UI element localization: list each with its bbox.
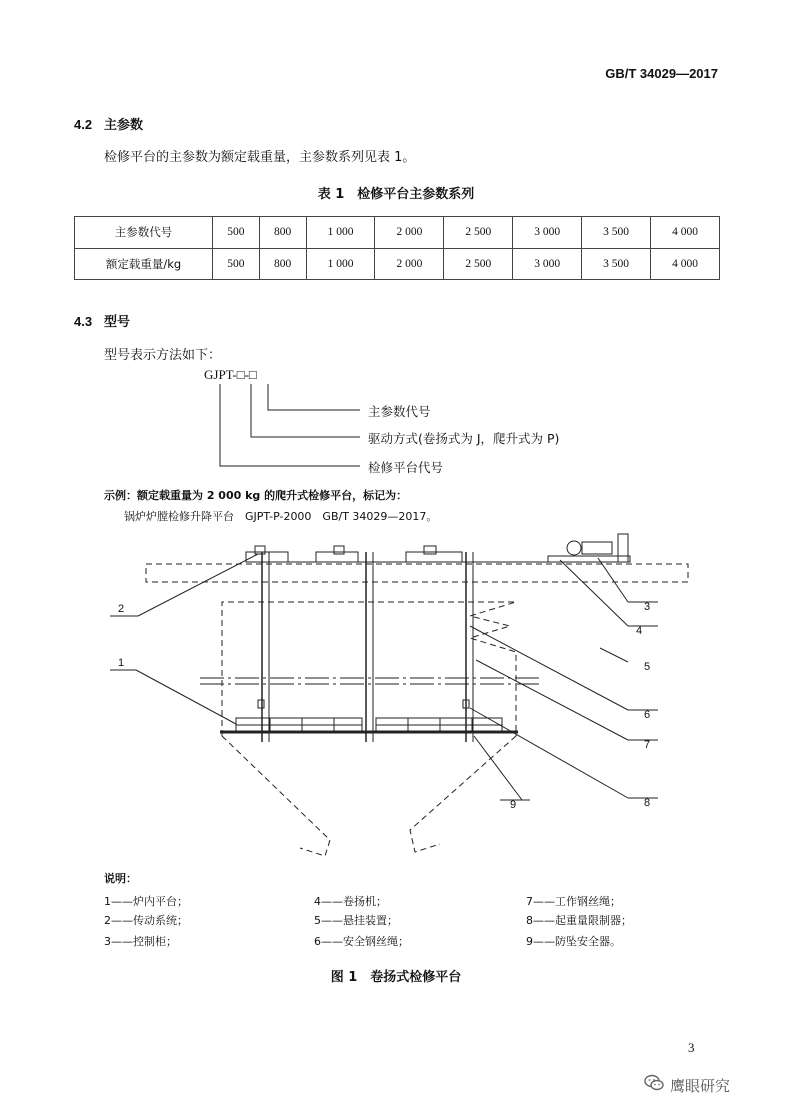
section-4-3-title: 型号 — [104, 315, 131, 330]
table-cell: 2 000 — [375, 217, 444, 249]
callout-3: 3 — [644, 601, 651, 613]
callout-2: 2 — [118, 603, 125, 615]
example-line-1: 示例：额定载重量为 2 000 kg 的爬升式检修平台，标记为： — [104, 489, 408, 502]
wechat-icon — [644, 1074, 664, 1096]
table-cell: 2 000 — [375, 248, 444, 280]
roof-beam — [146, 564, 688, 582]
table-cell: 500 — [213, 217, 260, 249]
table-cell: 3 000 — [513, 217, 582, 249]
table-cell: 3 500 — [582, 248, 651, 280]
watermark — [644, 1074, 730, 1096]
winch-unit — [255, 546, 265, 554]
section-4-2-number: 4.2 — [74, 117, 93, 132]
callout-7: 7 — [644, 739, 651, 751]
callout-1: 1 — [118, 657, 125, 669]
legend-item: 2——传动系统； — [104, 914, 188, 927]
callout-4: 4 — [636, 625, 643, 637]
table-row-header: 额定载重量/kg — [75, 248, 213, 280]
section-4-2-text: 检修平台的主参数为额定载重量，主参数系列见表 1。 — [104, 150, 416, 165]
legend-item: 1——炉内平台； — [104, 895, 188, 908]
table-cell: 1 000 — [306, 248, 375, 280]
page-number: 3 — [688, 1040, 695, 1055]
winch-unit — [424, 546, 436, 554]
callout-5: 5 — [644, 661, 651, 673]
figure-1-caption: 图 1 卷扬式检修平台 — [330, 970, 462, 985]
figure-1-drawing — [0, 530, 792, 870]
legend-item: 6——安全钢丝绳； — [314, 935, 409, 948]
callout-8: 8 — [644, 797, 651, 809]
table-1-caption: 表 1 检修平台主参数系列 — [317, 187, 475, 202]
winch-unit — [334, 546, 344, 554]
callout-9: 9 — [510, 799, 517, 811]
legend-item: 5——悬挂装置； — [314, 914, 398, 927]
table-cell: 3 000 — [513, 248, 582, 280]
section-4-3-number: 4.3 — [74, 314, 93, 329]
model-label-platform-code: 检修平台代号 — [368, 460, 444, 475]
table-cell: 800 — [259, 248, 306, 280]
legend-item: 3——控制柜； — [104, 935, 177, 948]
table-row-header: 主参数代号 — [75, 217, 213, 249]
winch-drum — [567, 541, 581, 555]
model-intro: 型号表示方法如下： — [104, 348, 222, 363]
table-cell: 4 000 — [651, 217, 720, 249]
table-cell: 4 000 — [651, 248, 720, 280]
model-label-main-parameter: 主参数代号 — [368, 404, 431, 419]
control-cabinet — [618, 534, 628, 562]
legend-item: 7——工作钢丝绳； — [526, 895, 621, 908]
section-4-2-title: 主参数 — [104, 118, 144, 133]
table-cell: 2 500 — [444, 217, 513, 249]
table-cell: 3 500 — [582, 217, 651, 249]
model-code: GJPT-□-□ — [204, 367, 257, 382]
table-cell: 800 — [259, 217, 306, 249]
legend-item: 8——起重量限制器； — [526, 914, 632, 927]
example-line-2: 锅炉炉膛检修升降平台 GJPT-P-2000 GB/T 34029—2017。 — [124, 510, 438, 523]
legend-item: 4——卷扬机； — [314, 895, 387, 908]
watermark-text: 鹰眼研究 — [670, 1076, 731, 1095]
table-cell: 500 — [213, 248, 260, 280]
legend-item: 9——防坠安全器。 — [526, 935, 621, 948]
legend-title: 说明： — [104, 872, 137, 885]
table-cell: 1 000 — [306, 217, 375, 249]
callout-6: 6 — [644, 709, 651, 721]
model-code-bracket-lines — [0, 0, 792, 500]
table-cell: 2 500 — [444, 248, 513, 280]
model-label-drive-mode: 驱动方式(卷扬式为 J，爬升式为 P) — [368, 431, 560, 446]
standard-number: GB/T 34029—2017 — [605, 66, 718, 81]
winch-motor — [582, 542, 612, 554]
